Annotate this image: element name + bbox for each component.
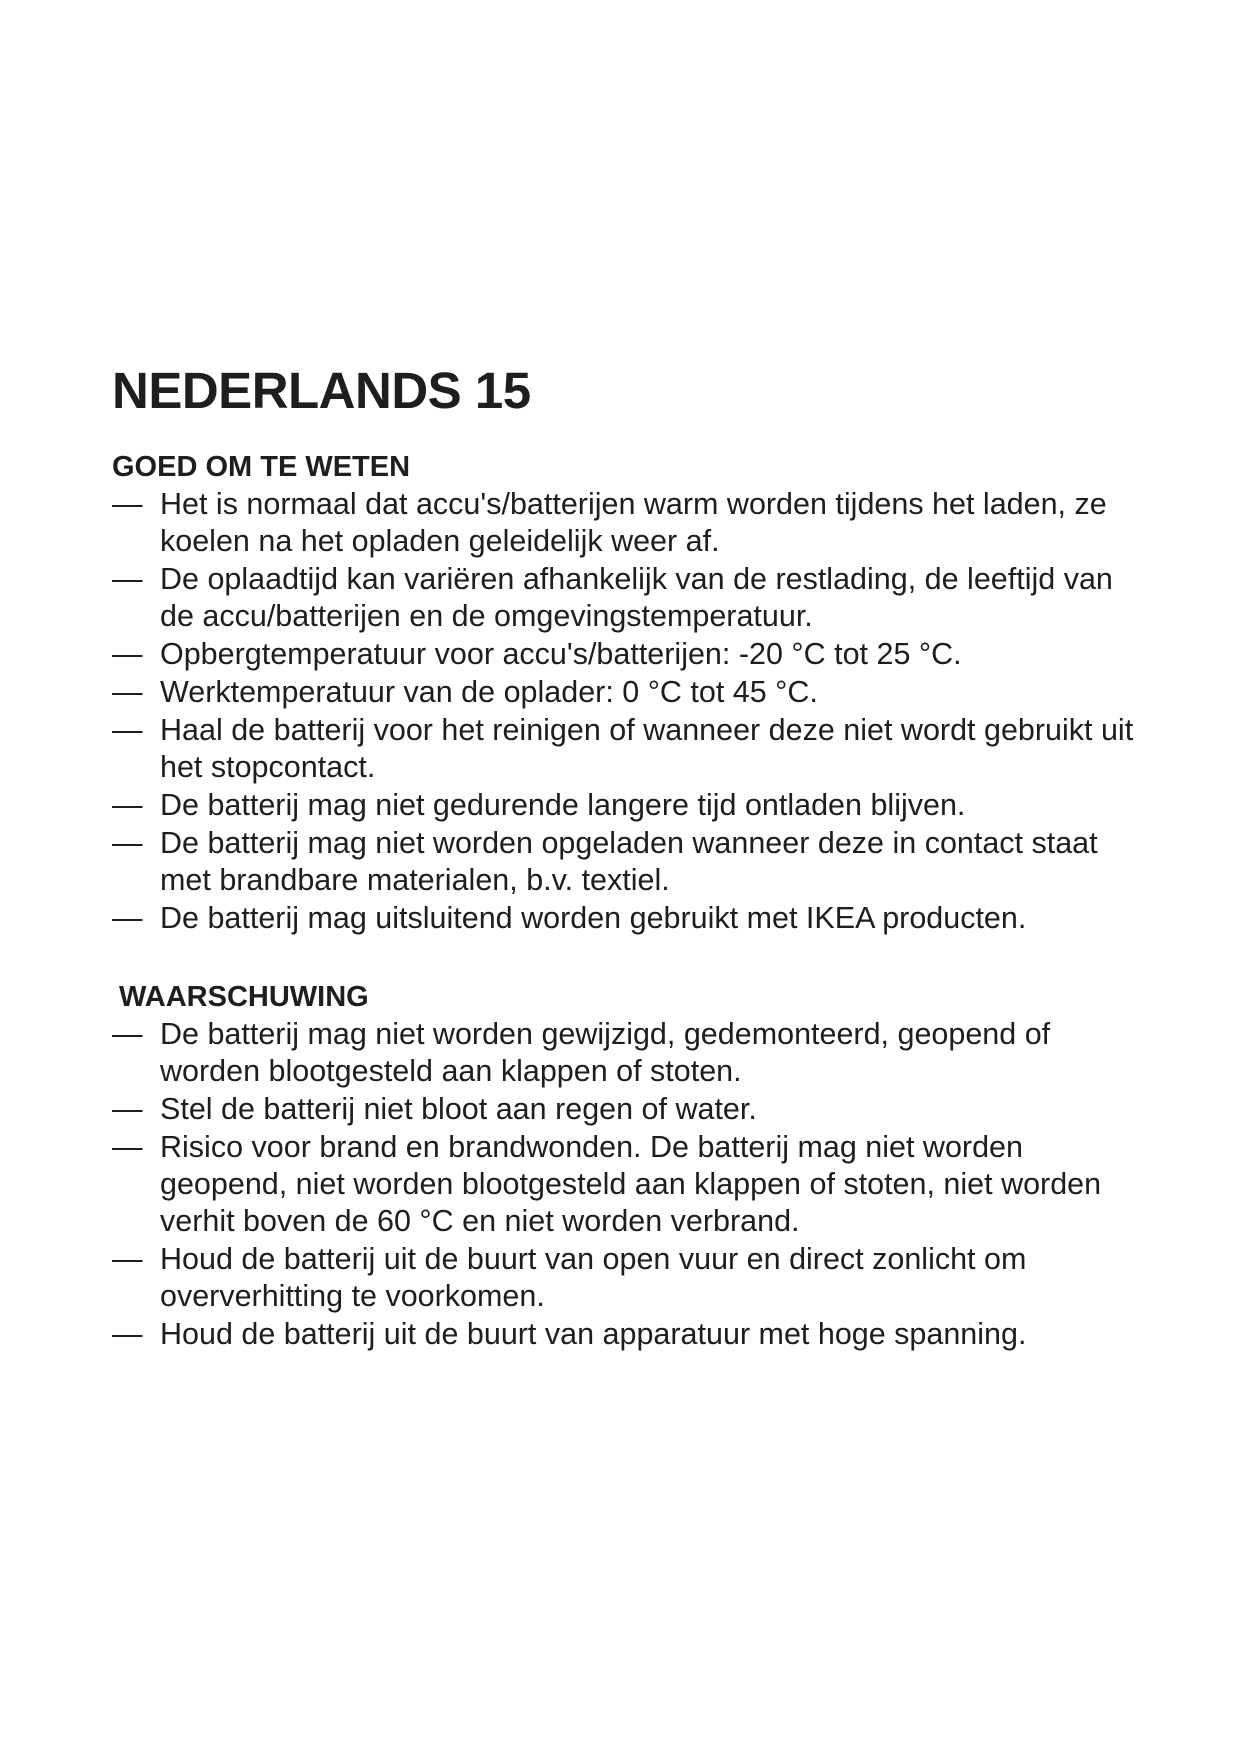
list-item: — De oplaadtijd kan variëren afhankelijk van de restlading, de leeftijd van de accu/batterijen en de omgevingstemperatuur. bbox=[112, 562, 1113, 633]
bullet-dash: — bbox=[112, 1317, 143, 1351]
bullet-dash: — bbox=[112, 1092, 143, 1126]
bullet-dash: — bbox=[112, 1242, 143, 1276]
bullet-dash: — bbox=[112, 826, 143, 860]
list-item: — Haal de batterij voor het reinigen of wanneer deze niet wordt gebruikt uit het stopcontact. bbox=[112, 713, 1134, 784]
page-title: NEDERLANDS 15 bbox=[112, 362, 531, 419]
bullet-dash: — bbox=[112, 788, 143, 822]
list-item: — De batterij mag uitsluitend worden gebruikt met IKEA producten. bbox=[112, 901, 1027, 935]
list-item: — Houd de batterij uit de buurt van apparatuur met hoge spanning. bbox=[112, 1317, 1027, 1351]
bullet-dash: — bbox=[112, 562, 143, 596]
list-item: — Houd de batterij uit de buurt van open vuur en direct zonlicht om oververhitting te voorkomen. bbox=[112, 1242, 1027, 1313]
warning-list bbox=[112, 1016, 1142, 1353]
good-to-know-list bbox=[112, 486, 1142, 937]
section-heading-good-to-know: GOED OM TE WETEN bbox=[112, 451, 411, 483]
section-spacer bbox=[112, 938, 1142, 978]
bullet-dash: — bbox=[112, 675, 143, 709]
list-item: — Het is normaal dat accu's/batterijen warm worden tijdens het laden, ze koelen na het opladen geleidelijk weer af. bbox=[112, 487, 1107, 558]
bullet-dash: — bbox=[112, 1130, 143, 1164]
list-item: — Opbergtemperatuur voor accu's/batterijen: -20 °C tot 25 °C. bbox=[112, 637, 962, 671]
list-item: — De batterij mag niet worden gewijzigd, gedemonteerd, geopend of worden blootgesteld aan klappen of stoten. bbox=[112, 1017, 1051, 1088]
document-page bbox=[112, 362, 1142, 1354]
bullet-dash: — bbox=[112, 1017, 143, 1051]
list-item: — De batterij mag niet gedurende langere tijd ontladen blijven. bbox=[112, 788, 966, 822]
list-item: — Werktemperatuur van de oplader: 0 °C tot 45 °C. bbox=[112, 675, 818, 709]
section-heading-warning: WAARSCHUWING bbox=[119, 981, 369, 1013]
bullet-dash: — bbox=[112, 901, 143, 935]
list-item: — Stel de batterij niet bloot aan regen of water. bbox=[112, 1092, 757, 1126]
list-item: — Risico voor brand en brandwonden. De batterij mag niet worden geopend, niet worden blootgesteld aan klappen of stoten, niet worden verhit boven de 60 °C en niet worden verbrand. bbox=[112, 1130, 1102, 1238]
list-item: — De batterij mag niet worden opgeladen wanneer deze in contact staat met brandbare materialen, b.v. textiel. bbox=[112, 826, 1098, 897]
bullet-dash: — bbox=[112, 487, 143, 521]
bullet-dash: — bbox=[112, 713, 143, 747]
bullet-dash: — bbox=[112, 637, 143, 671]
